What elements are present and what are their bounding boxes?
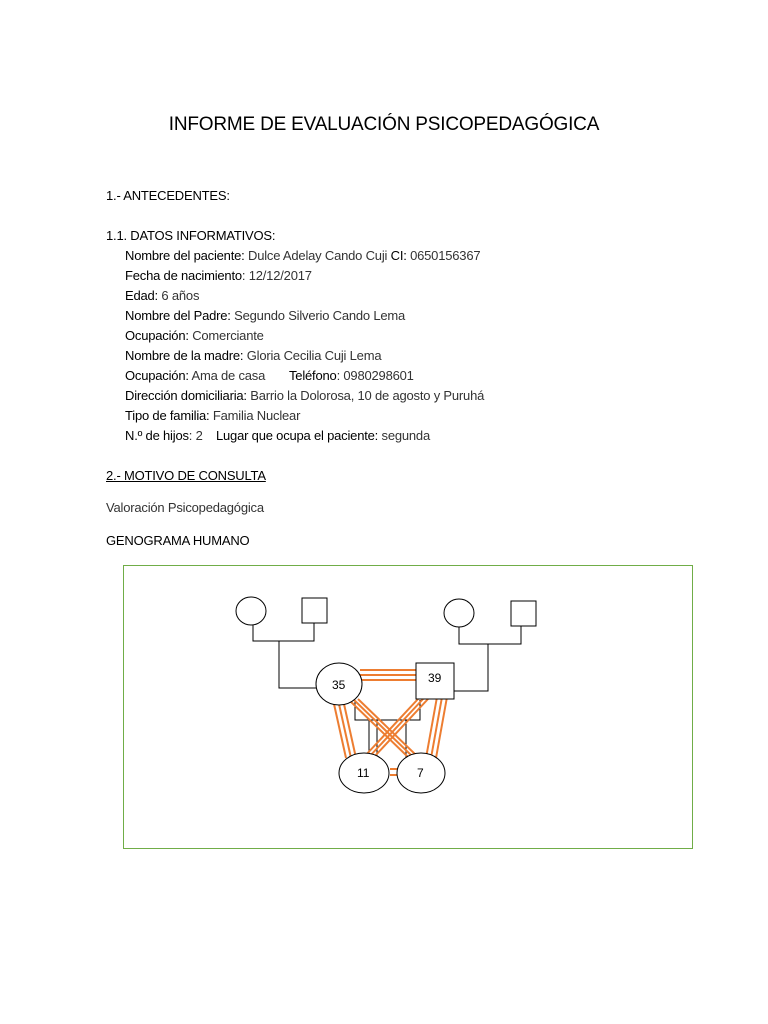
child2-age: 7 — [417, 766, 424, 780]
occupation-label: Ocupación: — [125, 328, 189, 343]
consultation-reason: Valoración Psicopedagógica — [106, 500, 264, 515]
occupation-label: Ocupación: — [125, 368, 189, 383]
birth-label: Fecha de nacimiento — [125, 268, 242, 283]
child1-age: 11 — [357, 766, 370, 780]
birth-value: : 12/12/2017 — [241, 268, 312, 283]
mother-value: Gloria Cecilia Cuji Lema — [246, 348, 382, 363]
document-title: INFORME DE EVALUACIÓN PSICOPEDAGÓGICA — [168, 114, 600, 135]
father-label: Nombre del Padre: — [125, 308, 231, 323]
position-label: Lugar que ocupa el paciente: — [216, 428, 379, 443]
maternal-grandfather-square — [302, 598, 327, 623]
children-value: : 2 — [188, 428, 203, 443]
family-label: Tipo de familia: — [125, 408, 210, 423]
maternal-grandparents-link — [253, 623, 314, 641]
father-age: 39 — [428, 671, 442, 685]
ci-value: 0650156367 — [410, 248, 481, 263]
section-antecedentes: 1.- ANTECEDENTES: — [106, 188, 230, 203]
maternal-grandmother-circle — [236, 597, 266, 625]
section-motivo-consulta: 2.- MOTIVO DE CONSULTA — [106, 468, 266, 483]
phone-value: : 0980298601 — [336, 368, 414, 383]
patient-value: Dulce Adelay Cando Cuji — [248, 248, 388, 263]
phone-label: Teléfono — [289, 368, 337, 383]
occupation-value: Comerciante — [192, 328, 264, 343]
position-value: segunda — [381, 428, 430, 443]
children-label: N.º de hijos — [125, 428, 189, 443]
mother-label: Nombre de la madre: — [125, 348, 244, 363]
family-value: Familia Nuclear — [212, 408, 301, 423]
patient-label: Nombre del paciente: — [125, 248, 245, 263]
maternal-descent-line — [279, 641, 317, 688]
address-value: Barrio la Dolorosa, 10 de agosto y Puruhá — [250, 388, 485, 403]
section-datos-informativos: 1.1. DATOS INFORMATIVOS: — [106, 228, 276, 243]
mother-age: 35 — [332, 678, 346, 692]
paternal-descent-line — [454, 644, 488, 691]
paternal-grandmother-circle — [444, 599, 474, 627]
paternal-grandfather-square — [511, 601, 536, 626]
address-label: Dirección domiciliaria: — [125, 388, 247, 403]
paternal-grandparents-link — [459, 626, 521, 644]
age-label: Edad: — [125, 288, 158, 303]
age-value: 6 años — [161, 288, 200, 303]
occupation-value: Ama de casa — [191, 368, 266, 383]
father-value: Segundo Silverio Cando Lema — [234, 308, 406, 323]
genogram-title: GENOGRAMA HUMANO — [106, 533, 250, 548]
ci-label: CI: — [390, 248, 407, 263]
